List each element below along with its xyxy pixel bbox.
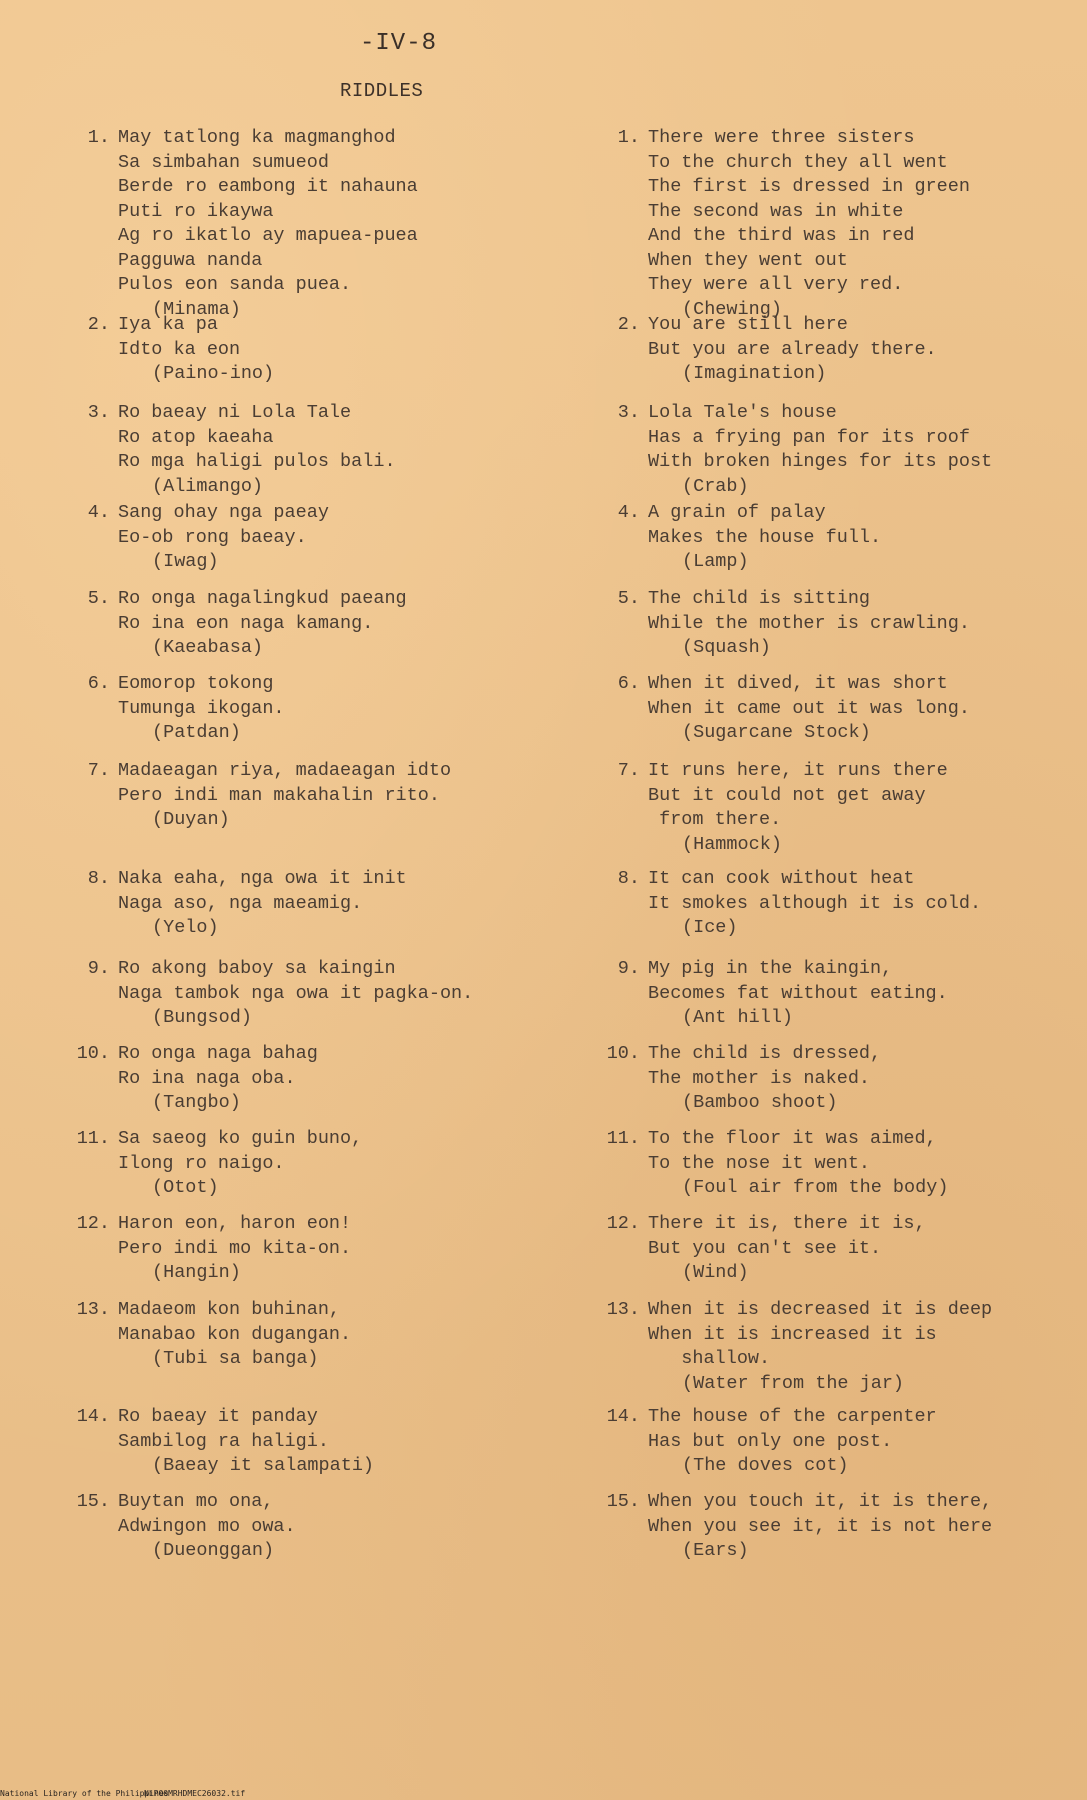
riddle-item (52, 957, 522, 1031)
riddle-answer: (Lamp) (682, 551, 749, 572)
riddle-answer: (Ice) (682, 917, 738, 938)
riddle-item (52, 401, 522, 499)
riddle-item (52, 587, 522, 661)
riddle-line: But you are already there. (648, 338, 937, 360)
riddle-line: There it is, there it is, (648, 1213, 926, 1234)
riddle-line: Idto ka eon (118, 338, 241, 360)
riddle-line: Ro ina naga oba. (118, 1067, 296, 1089)
riddle-line: Pagguwa nanda (118, 249, 263, 271)
riddle-line: Berde ro eambong it nahauna (118, 176, 418, 197)
riddle-number: 4. (617, 502, 640, 523)
riddle-number: 15. (606, 1491, 640, 1512)
riddle-line: Ro mga haligi pulos bali. (118, 451, 396, 472)
riddle-answer: (Crab) (682, 475, 749, 497)
riddle-line: Ro baeay it panday (118, 1406, 318, 1427)
riddle-line: The first is dressed in green (648, 176, 970, 197)
riddle-number: 3. (87, 402, 110, 423)
riddle-line: To the nose it went. (648, 1152, 871, 1174)
riddle-item (52, 501, 522, 575)
riddle-answer: (Wind) (682, 1262, 749, 1283)
riddle-line: Becomes fat without eating. (648, 982, 948, 1004)
riddle-number: 2. (87, 314, 110, 335)
riddle-item (582, 672, 1062, 746)
riddle-line: Ro onga nagalingkud paeang (118, 588, 407, 609)
riddle-answer: (Tubi sa banga) (152, 1348, 319, 1369)
riddle-number: 12. (606, 1213, 640, 1234)
riddle-line: Manabao kon dugangan. (118, 1323, 352, 1345)
riddle-number: 13. (606, 1299, 640, 1320)
riddle-line: Madaeagan riya, madaeagan idto (118, 760, 452, 781)
riddle-answer: (Water from the jar) (682, 1372, 905, 1394)
riddle-answer: (Imagination) (682, 363, 827, 384)
riddle-line: Sa simbahan sumueod (118, 151, 329, 173)
riddle-line: Eo-ob rong baeay. (118, 526, 307, 548)
riddle-answer: (Hangin) (152, 1262, 241, 1283)
riddle-line: The second was in white (648, 200, 904, 222)
riddle-line: It runs here, it runs there (648, 760, 948, 781)
riddle-number: 10. (76, 1043, 110, 1064)
riddle-item (52, 759, 522, 833)
riddle-number: 6. (87, 673, 110, 694)
riddle-answer: (Minama) (152, 298, 241, 320)
riddle-line: The child is sitting (648, 588, 871, 609)
riddle-line: Ro ina eon naga kamang. (118, 612, 374, 634)
riddle-line: While the mother is crawling. (648, 612, 970, 634)
riddle-number: 10. (606, 1043, 640, 1064)
riddle-answer: (Kaeabasa) (152, 637, 264, 658)
riddle-item (52, 1298, 522, 1372)
riddle-number: 11. (606, 1128, 640, 1149)
riddle-answer: (Baeay it salampati) (152, 1455, 375, 1476)
riddle-line: To the church they all went (648, 151, 948, 173)
riddle-number: 6. (617, 673, 640, 694)
riddle-line: Ag ro ikatlo ay mapuea-puea (118, 225, 418, 246)
riddle-line: They were all very red. (648, 274, 904, 295)
riddle-line: Sambilog ra haligi. (118, 1430, 329, 1452)
riddle-item (52, 1212, 522, 1286)
riddle-answer: (Paino-ino) (152, 363, 275, 384)
riddle-line: Makes the house full. (648, 526, 882, 548)
riddle-line: When it is increased it is (648, 1323, 937, 1345)
riddle-line: My pig in the kaingin, (648, 958, 893, 979)
riddle-line: The child is dressed, (648, 1043, 882, 1064)
riddle-line: Sang ohay nga paeay (118, 502, 329, 523)
riddle-answer: (Dueonggan) (152, 1540, 275, 1561)
riddle-item (52, 672, 522, 746)
riddle-line: Eomorop tokong (118, 673, 274, 694)
riddle-line: With broken hinges for its post (648, 451, 993, 472)
riddle-answer: (Iwag) (152, 551, 219, 572)
riddle-line: May tatlong ka magmanghod (118, 127, 396, 148)
riddle-line: Iya ka pa (118, 314, 218, 335)
riddle-answer: (The doves cot) (682, 1455, 849, 1476)
riddle-answer: (Duyan) (152, 809, 230, 830)
riddle-item (582, 1042, 1062, 1116)
riddle-line: Ro baeay ni Lola Tale (118, 402, 352, 423)
riddle-line: Ilong ro naigo. (118, 1152, 285, 1174)
riddle-item (52, 313, 522, 387)
riddle-item (582, 1212, 1062, 1286)
riddle-item (582, 501, 1062, 575)
riddle-line: Naga aso, nga maeamig. (118, 892, 363, 914)
riddle-number: 9. (617, 958, 640, 979)
riddle-line: Naka eaha, nga owa it init (118, 868, 407, 889)
riddle-number: 8. (617, 868, 640, 889)
riddle-line: Naga tambok nga owa it pagka-on. (118, 982, 474, 1004)
riddle-answer: (Hammock) (682, 833, 782, 855)
riddle-line: The house of the carpenter (648, 1406, 937, 1427)
page-number: -IV-8 (360, 30, 438, 57)
riddle-item (52, 126, 522, 322)
riddle-line: To the floor it was aimed, (648, 1128, 937, 1149)
riddle-answer: (Otot) (152, 1177, 219, 1198)
riddle-line: Adwingon mo owa. (118, 1515, 296, 1537)
riddle-number: 1. (617, 127, 640, 148)
riddle-number: 1. (87, 127, 110, 148)
riddle-line: Buytan mo ona, (118, 1491, 274, 1512)
page-title: RIDDLES (340, 80, 424, 102)
riddle-answer: (Yelo) (152, 917, 219, 938)
riddle-line: When you see it, it is not here (648, 1515, 993, 1537)
riddle-number: 5. (617, 588, 640, 609)
riddle-number: 15. (76, 1491, 110, 1512)
riddle-line: Madaeom kon buhinan, (118, 1299, 341, 1320)
riddle-item (52, 867, 522, 941)
riddle-line: And the third was in red (648, 225, 915, 246)
riddle-line: Ro onga naga bahag (118, 1043, 318, 1064)
riddle-line: Has a frying pan for its roof (648, 426, 970, 448)
riddle-line: When it came out it was long. (648, 697, 970, 719)
riddle-line: shallow. (648, 1348, 771, 1369)
riddle-line: When it dived, it was short (648, 673, 948, 694)
riddle-item (52, 1490, 522, 1564)
riddle-answer: (Chewing) (682, 298, 782, 320)
riddle-line: But it could not get away (648, 784, 926, 806)
riddle-line: Tumunga ikogan. (118, 697, 285, 719)
riddle-number: 7. (87, 760, 110, 781)
riddle-line: But you can't see it. (648, 1237, 882, 1259)
riddle-line: Sa saeog ko guin buno, (118, 1128, 363, 1149)
riddle-line: It can cook without heat (648, 868, 915, 889)
riddle-line: When you touch it, it is there, (648, 1491, 993, 1512)
riddle-line: The mother is naked. (648, 1067, 871, 1089)
riddle-line: Lola Tale's house (648, 402, 837, 423)
riddle-line: Haron eon, haron eon! (118, 1213, 352, 1234)
riddle-item (582, 957, 1062, 1031)
riddle-answer: (Patdan) (152, 722, 241, 743)
riddle-number: 11. (76, 1128, 110, 1149)
riddle-line: Has but only one post. (648, 1430, 893, 1452)
riddle-line: When they went out (648, 249, 848, 271)
riddle-answer: (Ears) (682, 1540, 749, 1561)
riddle-answer: (Bungsod) (152, 1007, 252, 1028)
riddle-number: 8. (87, 868, 110, 889)
riddle-number: 9. (87, 958, 110, 979)
riddle-item (582, 1490, 1062, 1564)
riddle-line: When it is decreased it is deep (648, 1299, 993, 1320)
riddle-answer: (Squash) (682, 637, 771, 658)
riddle-line: from there. (648, 809, 782, 830)
riddle-item (582, 313, 1062, 387)
riddle-item (582, 587, 1062, 661)
riddle-line: Pulos eon sanda puea. (118, 274, 352, 295)
riddle-item (582, 867, 1062, 941)
riddle-line: Ro atop kaeaha (118, 426, 274, 448)
riddle-answer: (Alimango) (152, 475, 264, 497)
riddle-line: There were three sisters (648, 127, 915, 148)
riddle-item (52, 1127, 522, 1201)
riddle-line: Ro akong baboy sa kaingin (118, 958, 396, 979)
riddle-answer: (Foul air from the body) (682, 1177, 949, 1198)
riddle-item (582, 1127, 1062, 1201)
riddle-item (582, 401, 1062, 499)
riddle-item (582, 1405, 1062, 1479)
riddle-number: 13. (76, 1299, 110, 1320)
riddle-number: 4. (87, 502, 110, 523)
riddle-number: 3. (617, 402, 640, 423)
riddle-number: 5. (87, 588, 110, 609)
riddle-line: A grain of palay (648, 502, 826, 523)
riddle-item (582, 759, 1062, 857)
riddle-number: 14. (76, 1406, 110, 1427)
riddle-number: 2. (617, 314, 640, 335)
riddle-number: 7. (617, 760, 640, 781)
riddle-answer: (Bamboo shoot) (682, 1092, 838, 1113)
riddle-item (52, 1042, 522, 1116)
riddle-answer: (Ant hill) (682, 1007, 794, 1028)
riddle-line: Puti ro ikaywa (118, 200, 274, 222)
riddle-line: You are still here (648, 314, 848, 335)
footer-file-id: NLPO0MRHDMEC26032.tif (144, 1789, 246, 1798)
riddle-number: 14. (606, 1406, 640, 1427)
riddle-item (582, 1298, 1062, 1396)
riddle-line: Pero indi mo kita-on. (118, 1237, 352, 1259)
riddle-line: It smokes although it is cold. (648, 892, 982, 914)
riddle-answer: (Sugarcane Stock) (682, 722, 871, 743)
riddle-line: Pero indi man makahalin rito. (118, 784, 440, 806)
riddle-item (582, 126, 1062, 322)
footer-source: National Library of the Philippines (0, 1789, 169, 1798)
riddle-number: 12. (76, 1213, 110, 1234)
riddle-item (52, 1405, 522, 1479)
riddle-answer: (Tangbo) (152, 1092, 241, 1113)
